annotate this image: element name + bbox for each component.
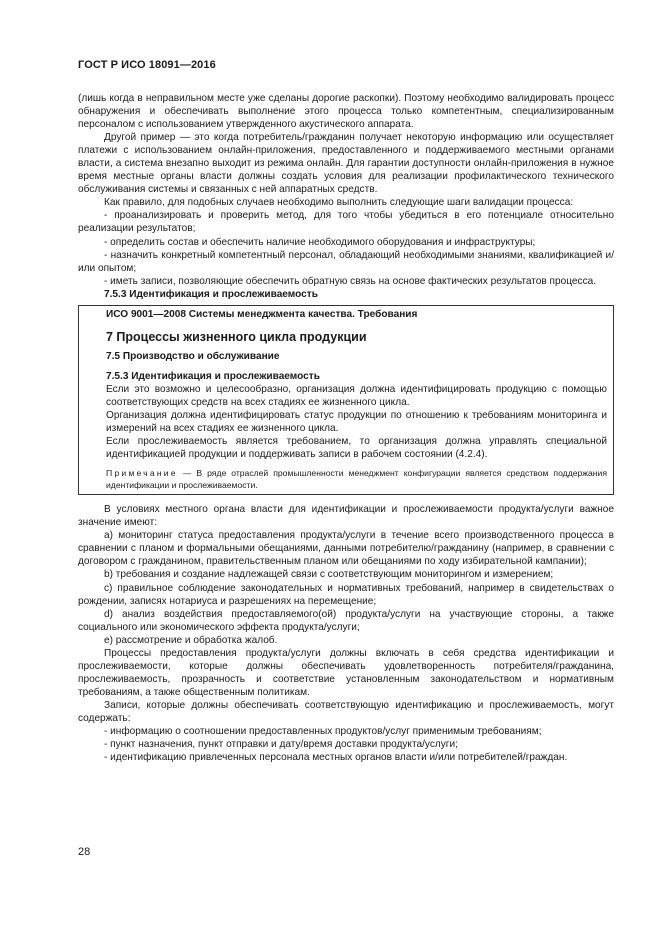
paragraph: Записи, которые должны обеспечивать соответствующую идентификацию и прослеживаемость, могут содержать: (78, 699, 614, 724)
list-item: - проанализировать и проверить метод, для того чтобы убедиться в его потенциале относительно реализации результатов; (78, 210, 614, 235)
list-item: - идентификацию привлеченных персонала местных органов власти и/или потребителей/граждан. (104, 752, 568, 764)
paragraph: (лишь когда в неправильном месте уже сделаны дорогие раскопки). Поэтому необходимо валидировать процесс обнаружения и обеспечивать выполнение этого процесса только компетентным, специализированным персоналом с использованием утвержденного акустического аппарата. (78, 93, 614, 131)
page-number: 28 (78, 846, 91, 858)
quote-section-heading: 7 Процессы жизненного цикла продукции (106, 329, 367, 344)
main-text (78, 503, 614, 764)
quote-paragraph: Если прослеживаемость является требованием, то организация должна управлять специальной идентификацией продукции и поддерживать записи в рабочем состоянии (4.2.4). (106, 436, 607, 461)
quote-paragraph: Организация должна идентифицировать статус продукции по отношению к требованиям мониторинга и измерений на всех стадиях ее жизненного цикла. (106, 410, 607, 435)
list-item: e) рассмотрение и обработка жалоб. (104, 634, 278, 646)
quote-subsection-heading: 7.5 Производство и обслуживание (106, 350, 280, 362)
list-item: b) требования и создание надлежащей связи с соответствующим мониторингом и измерением; (104, 569, 554, 581)
list-item: a) мониторинг статуса предоставления продукта/услуги в течение всего производственного процесса в сравнении с планом и формальными обещаниями, данными потребителю/гражданину (например, в сравнении с договором с гражданином, правительственным планом или обещаниями по ходу избирательной кампании); (78, 530, 614, 568)
paragraph: В условиях местного органа власти для идентификации и прослеживаемости продукта/услуги важное значение имеют: (78, 504, 614, 529)
page-body (78, 92, 614, 764)
section-heading: 7.5.3 Идентификация и прослеживаемость (104, 288, 318, 300)
quote-paragraph: Если это возможно и целесообразно, организация должна идентифицировать продукцию с помощью соответствующих средств на всех стадиях ее жизненного цикла. (106, 383, 607, 408)
quoted-standard-box (78, 305, 614, 495)
paragraph: Процессы предоставления продукта/услуги должны включать в себя средства идентификации и прослеживаемости, которые должны обеспечивать удовлетворенность потребителя/гражданина, прослеживаемость, прозрачность и соответствие установленным законодательством и нормативным требованиям, а также общественным политикам. (78, 647, 614, 698)
document-header: ГОСТ Р ИСО 18091—2016 (78, 59, 216, 71)
quote-note (100, 468, 607, 491)
list-item: - назначить конкретный компетентный персонал, обладающий необходимыми знаниями, квалификацией и/или опытом; (78, 249, 614, 274)
list-item: - иметь записи, позволяющие обеспечить обратную связь на основе фактических результатов процесса. (104, 275, 597, 287)
list-item: - определить состав и обеспечить наличие необходимого оборудования и инфраструктуры; (104, 236, 536, 248)
note-label: Примечание (106, 468, 178, 479)
intro-text (78, 92, 614, 288)
list-item: c) правильное соблюдение законодательных и нормативных требований, например в свидетельствах о рождении, записях нотариуса и разрешениях на перемещение; (78, 582, 614, 607)
list-item: - информацию о соотношении предоставленных продуктов/услуг применимым требованиям; (104, 726, 542, 738)
list-item: d) анализ воздействия предоставляемого(ой) продукта/услуги на участвующие стороны, а также социального или экономического эффекта продукта/услуги; (78, 608, 614, 633)
paragraph: Как правило, для подобных случаев необходимо выполнить следующие шаги валидации процесса: (104, 197, 574, 209)
note-text: — В ряде отраслей промышленности менеджмент конфигурации является средством поддержания идентификации и прослеживаемости. (106, 468, 607, 490)
list-item: - пункт назначения, пункт отправки и дату/время доставки продукта/услуги; (104, 739, 458, 751)
quote-title: ИСО 9001—2008 Системы менеджмента качества. Требования (106, 308, 418, 320)
quote-subsubsection-heading: 7.5.3 Идентификация и прослеживаемость (106, 370, 320, 382)
paragraph: Другой пример — это когда потребитель/гражданин получает некоторую информацию или осуществляет платежи с использованием онлайн-приложения, предоставленного и поддерживаемого местными органами власти, а система внезапно выходит из режима онлайн. Для гарантии доступности онлайн-приложения в нужное время местные органы власти должны создать условия для реализации профилактического технического обслуживания системы и связанных с ней аппаратных средств. (78, 132, 614, 196)
